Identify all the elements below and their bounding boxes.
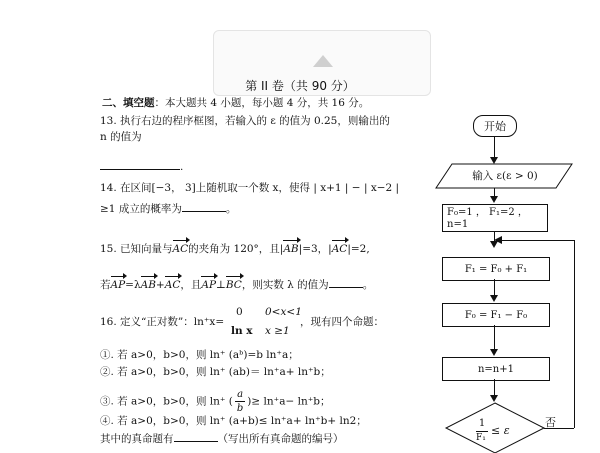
q15-text-b1: 若 (100, 279, 111, 291)
flow-arrow-1 (490, 157, 498, 164)
flow-connector-1 (494, 136, 495, 158)
q15-text-b4: ，且 (180, 279, 202, 291)
q15-text-b6: ，则实数 λ 的值为 (241, 279, 329, 291)
flow-cond-den: F₁ (476, 433, 486, 443)
q15-line2 (100, 276, 373, 292)
q16-intro-2: ，现有四个命题： (300, 316, 384, 328)
section-header (102, 97, 369, 110)
q13-end: . (180, 161, 184, 173)
vector-ap-2: AP (201, 276, 216, 292)
q16-case-top: 0 (236, 306, 243, 318)
q13-answer-line (100, 159, 183, 174)
q13-line2: n 的值为 (100, 131, 142, 143)
q14-line2-text: ≥1 成立的概率为 (100, 203, 182, 215)
flow-step1-box: F₁ = F₀ + F₁ (442, 257, 550, 281)
q15-text-b7: 。 (362, 279, 374, 291)
vector-ac: AC (173, 240, 189, 256)
q16-prop4: ④. 若 a>0，b>0，则 ln⁺ (a+b)≤ ln⁺a+ ln⁺b+ ln2； (100, 415, 367, 427)
q15-text-a3: |=3，| (298, 243, 332, 255)
section-label: 二、填空题 (102, 97, 155, 109)
q15-line1 (100, 240, 370, 256)
q14-line1: 14. 在区间[−3， 3]上随机取一个数 x，使得 | x+1 | − | x−2 | (100, 182, 400, 194)
q15-text-a4: |=2, (347, 243, 370, 255)
flow-arrow-2 (490, 196, 498, 203)
flow-cond-num: 1 (478, 418, 486, 429)
q15-text-a1: 15. 已知向量与 (100, 243, 173, 255)
flow-step3-box: n=n+1 (442, 357, 550, 381)
q15-text-b5: ⊥ (216, 279, 226, 291)
q16-prop2: ②. 若 a>0，b>0，则 ln⁺ (ab)＝ ln⁺a+ ln⁺b； (100, 366, 331, 378)
q14-answer-blank (182, 201, 226, 212)
q16-prop5-a: 其中的真命题有 (100, 433, 174, 445)
vector-ap: AP (111, 276, 126, 292)
flow-loop-arrowhead (494, 236, 502, 244)
scroll-up-icon[interactable] (313, 55, 333, 67)
q13-line1: 13. 执行右边的程序框图，若输入的 ε 的值为 0.25，则输出的 (100, 115, 390, 127)
flow-loop-top (500, 240, 574, 241)
q16-prop5-b: （写出所有真命题的编号） (217, 433, 344, 445)
section-desc: ：本大题共 4 小题，每小题 4 分，共 16 分。 (154, 97, 370, 109)
q13-answer-blank (100, 159, 180, 170)
q15-text-b3: + (155, 279, 165, 291)
flow-arrow-6 (490, 395, 498, 402)
flow-arrow-5 (490, 349, 498, 356)
q16-prop3 (100, 388, 330, 415)
q16-intro: 16. 定义“正对数”：ln⁺x= (100, 316, 225, 328)
q14-line2 (100, 201, 236, 216)
q15-text-b2: =λ (125, 279, 141, 291)
q16-frac-num: a (235, 388, 245, 402)
flow-step2-box: F₀ = F₁ − F₀ (442, 303, 550, 327)
q14-end: 。 (225, 203, 237, 215)
vector-ac-3: AC (165, 276, 181, 292)
q16-fraction (235, 388, 245, 415)
vector-ab: AB (283, 240, 298, 256)
q16-case-bottom: ln x (231, 325, 253, 337)
q16-prop1: ①. 若 a>0，b>0，则 ln⁺ (aᵇ)=b ln⁺a； (100, 349, 299, 361)
q16-answer-blank (174, 431, 218, 442)
flow-no-label: 否 (545, 416, 556, 429)
flow-input-label: 输入 ε(ε > 0) (472, 170, 538, 182)
flow-connector-5 (494, 325, 495, 351)
q16-prop3-a: ③. 若 a>0，b>0，则 ln⁺ ( (100, 395, 233, 408)
q16-prop3-b: )≥ ln⁺a− ln⁺b； (247, 395, 331, 408)
flow-loop-bottom (544, 428, 574, 429)
q15-answer-blank (329, 277, 363, 288)
q15-text-a2: 的夹角为 120°，且| (188, 243, 284, 255)
flow-start: 开始 (473, 115, 517, 137)
vector-bc: BC (226, 276, 242, 292)
page-title: 第 II 卷（共 90 分） (245, 79, 355, 93)
q16-prop5 (100, 431, 344, 446)
q16-case-top-cond: 0<x<1 (265, 306, 302, 318)
flow-cond-rest: ≤ ε (491, 424, 510, 437)
q16-frac-den: b (236, 403, 244, 414)
flow-arrow-4 (490, 295, 498, 302)
q16-case-bottom-cond: x ≥1 (265, 325, 290, 337)
vector-ab-2: AB (141, 276, 156, 292)
flow-loop-right (574, 240, 575, 428)
vector-ac-2: AC (332, 240, 348, 256)
flow-init-box: F₀=1 ， F₁=2 ， n=1 (442, 204, 548, 232)
